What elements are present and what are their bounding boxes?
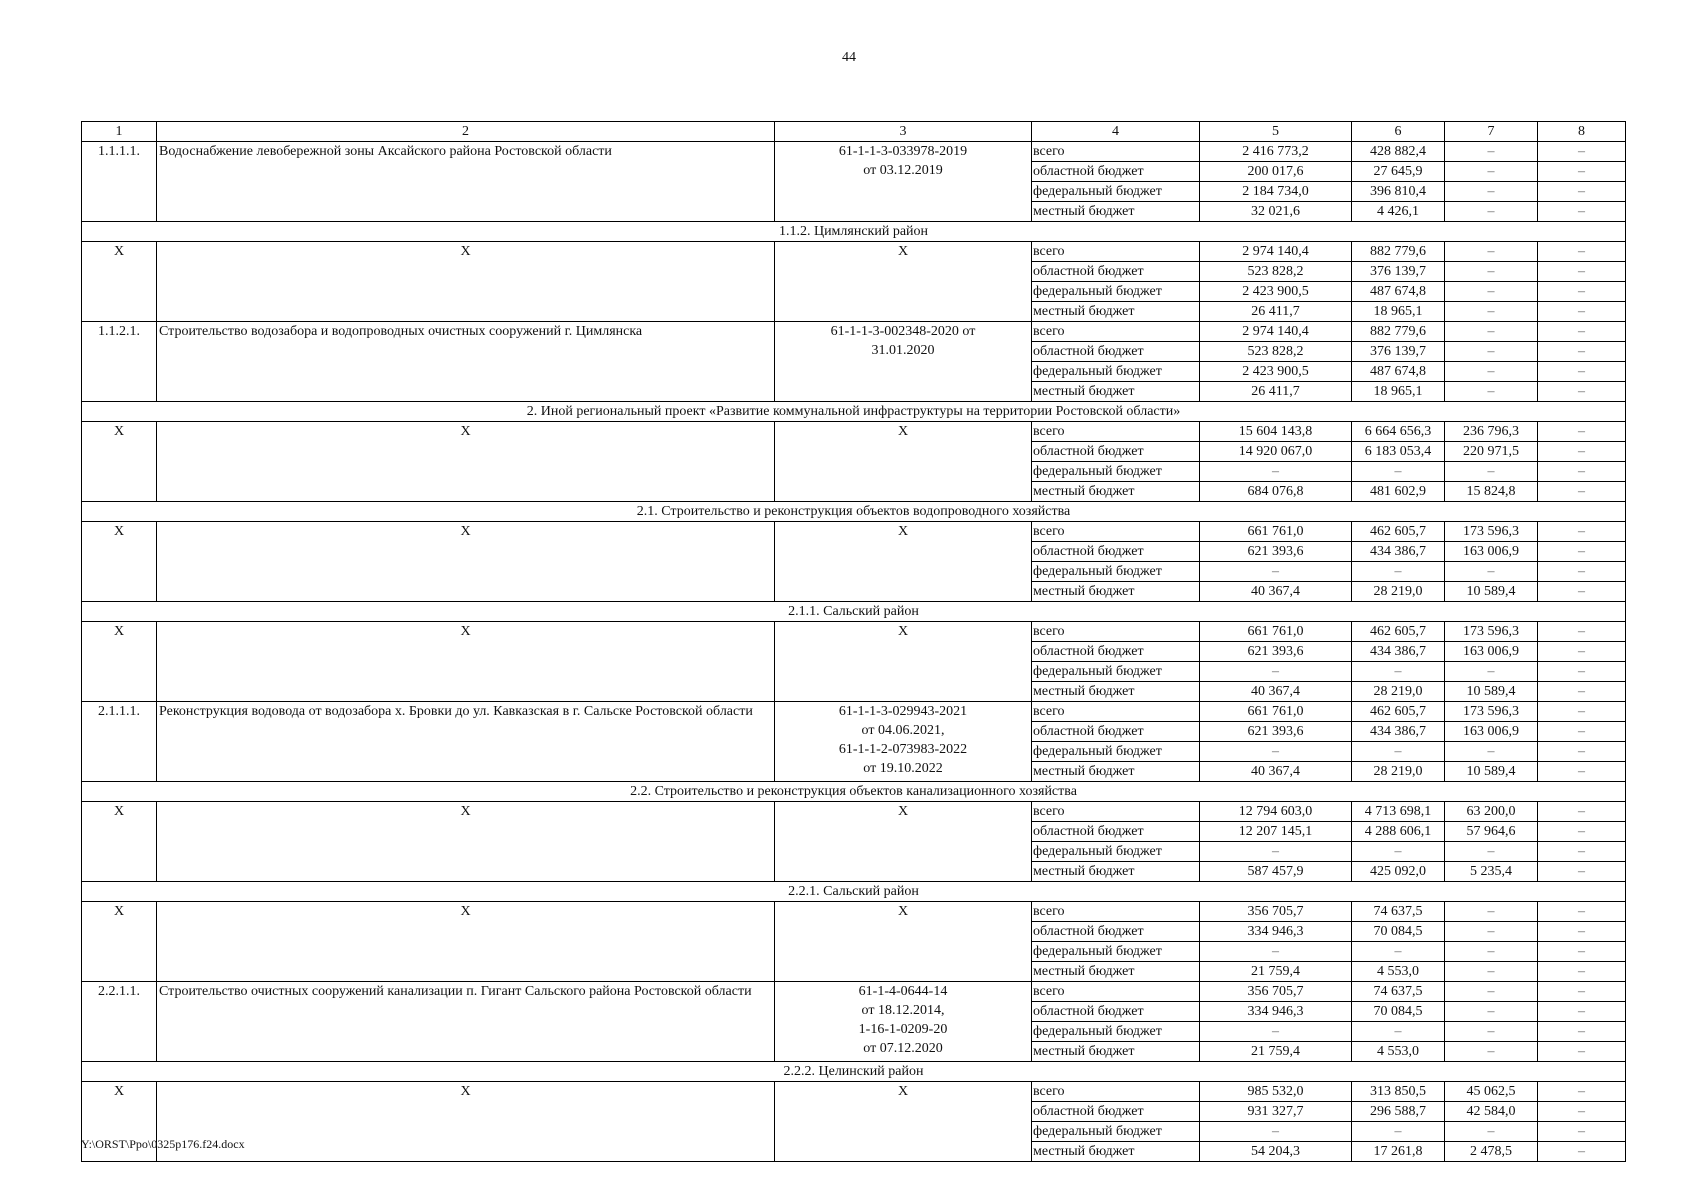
amount-cell: 684 076,8 (1200, 482, 1352, 502)
amount-cell: – (1538, 1002, 1626, 1022)
funding-source: всего (1032, 322, 1200, 342)
item-name: Строительство водозабора и водопроводных очистных сооружений г. Цимлянска (157, 322, 775, 402)
amount-cell: – (1445, 662, 1538, 682)
funding-source: всего (1032, 622, 1200, 642)
amount-cell: – (1445, 842, 1538, 862)
amount-cell: – (1538, 142, 1626, 162)
item-document: X (775, 902, 1032, 982)
funding-source: областной бюджет (1032, 922, 1200, 942)
amount-cell: – (1352, 842, 1445, 862)
amount-cell: 523 828,2 (1200, 262, 1352, 282)
funding-source: областной бюджет (1032, 442, 1200, 462)
amount-cell: 428 882,4 (1352, 142, 1445, 162)
amount-cell: – (1445, 342, 1538, 362)
amount-cell: 40 367,4 (1200, 582, 1352, 602)
amount-cell: 220 971,5 (1445, 442, 1538, 462)
amount-cell: 2 184 734,0 (1200, 182, 1352, 202)
amount-cell: – (1445, 902, 1538, 922)
section-title: 2.2.1. Сальский район (82, 882, 1626, 902)
funding-source: всего (1032, 142, 1200, 162)
amount-cell: – (1538, 442, 1626, 462)
amount-cell: 4 553,0 (1352, 1042, 1445, 1062)
item-number: X (82, 522, 157, 602)
amount-cell: 5 235,4 (1445, 862, 1538, 882)
funding-source: областной бюджет (1032, 162, 1200, 182)
amount-cell: – (1538, 762, 1626, 782)
amount-cell: 28 219,0 (1352, 682, 1445, 702)
funding-source: федеральный бюджет (1032, 662, 1200, 682)
amount-cell: – (1445, 302, 1538, 322)
funding-source: федеральный бюджет (1032, 1022, 1200, 1042)
amount-cell: – (1538, 422, 1626, 442)
amount-cell: – (1200, 942, 1352, 962)
amount-cell: 12 207 145,1 (1200, 822, 1352, 842)
funding-source: местный бюджет (1032, 1042, 1200, 1062)
amount-cell: 163 006,9 (1445, 722, 1538, 742)
item-name: X (157, 902, 775, 982)
amount-cell: – (1445, 382, 1538, 402)
amount-cell: 523 828,2 (1200, 342, 1352, 362)
amount-cell: 63 200,0 (1445, 802, 1538, 822)
amount-cell: – (1538, 342, 1626, 362)
item-number: X (82, 422, 157, 502)
amount-cell: – (1445, 922, 1538, 942)
item-number: 1.1.1.1. (82, 142, 157, 222)
funding-source: местный бюджет (1032, 582, 1200, 602)
table-row (82, 522, 1626, 542)
funding-source: местный бюджет (1032, 302, 1200, 322)
amount-cell: – (1538, 1082, 1626, 1102)
amount-cell: 6 183 053,4 (1352, 442, 1445, 462)
section-title: 2. Иной региональный проект «Развитие коммунальной инфраструктуры на территории Ростовской области» (82, 402, 1626, 422)
amount-cell: – (1352, 1022, 1445, 1042)
amount-cell: 4 553,0 (1352, 962, 1445, 982)
funding-source: областной бюджет (1032, 262, 1200, 282)
amount-cell: – (1445, 142, 1538, 162)
amount-cell: – (1445, 742, 1538, 762)
amount-cell: 21 759,4 (1200, 962, 1352, 982)
funding-source: всего (1032, 702, 1200, 722)
table-row (82, 322, 1626, 342)
amount-cell: 32 021,6 (1200, 202, 1352, 222)
funding-source: всего (1032, 242, 1200, 262)
item-number: X (82, 1082, 157, 1162)
amount-cell: – (1445, 462, 1538, 482)
table-row (82, 142, 1626, 162)
funding-source: всего (1032, 422, 1200, 442)
amount-cell: 661 761,0 (1200, 622, 1352, 642)
amount-cell: 163 006,9 (1445, 542, 1538, 562)
amount-cell: – (1445, 982, 1538, 1002)
amount-cell: – (1538, 702, 1626, 722)
amount-cell: – (1538, 822, 1626, 842)
item-name: Водоснабжение левобережной зоны Аксайского района Ростовской области (157, 142, 775, 222)
amount-cell: 2 423 900,5 (1200, 362, 1352, 382)
amount-cell: – (1352, 462, 1445, 482)
amount-cell: 6 664 656,3 (1352, 422, 1445, 442)
amount-cell: – (1538, 1102, 1626, 1122)
amount-cell: 621 393,6 (1200, 642, 1352, 662)
amount-cell: – (1538, 742, 1626, 762)
amount-cell: 17 261,8 (1352, 1142, 1445, 1162)
amount-cell: 621 393,6 (1200, 722, 1352, 742)
amount-cell: 14 920 067,0 (1200, 442, 1352, 462)
amount-cell: 200 017,6 (1200, 162, 1352, 182)
amount-cell: – (1445, 322, 1538, 342)
item-document: X (775, 422, 1032, 502)
amount-cell: 2 416 773,2 (1200, 142, 1352, 162)
section-row (82, 602, 1626, 622)
item-document: 61-1-1-3-033978-2019 от 03.12.2019 (775, 142, 1032, 222)
item-document: X (775, 622, 1032, 702)
funding-source: местный бюджет (1032, 762, 1200, 782)
amount-cell: 163 006,9 (1445, 642, 1538, 662)
amount-cell: 487 674,8 (1352, 282, 1445, 302)
amount-cell: 376 139,7 (1352, 262, 1445, 282)
item-number: 2.2.1.1. (82, 982, 157, 1062)
amount-cell: – (1538, 722, 1626, 742)
amount-cell: 15 604 143,8 (1200, 422, 1352, 442)
amount-cell: – (1445, 162, 1538, 182)
funding-source: местный бюджет (1032, 682, 1200, 702)
amount-cell: – (1538, 542, 1626, 562)
section-title: 2.1.1. Сальский район (82, 602, 1626, 622)
item-name: Строительство очистных сооружений канализации п. Гигант Сальского района Ростовской области (157, 982, 775, 1062)
amount-cell: – (1445, 562, 1538, 582)
funding-source: федеральный бюджет (1032, 362, 1200, 382)
amount-cell: – (1200, 1022, 1352, 1042)
amount-cell: – (1445, 962, 1538, 982)
amount-cell: – (1538, 302, 1626, 322)
amount-cell: 462 605,7 (1352, 702, 1445, 722)
amount-cell: 434 386,7 (1352, 542, 1445, 562)
amount-cell: – (1538, 802, 1626, 822)
amount-cell: 12 794 603,0 (1200, 802, 1352, 822)
amount-cell: – (1538, 1042, 1626, 1062)
funding-source: всего (1032, 902, 1200, 922)
item-name: X (157, 242, 775, 322)
amount-cell: 54 204,3 (1200, 1142, 1352, 1162)
funding-source: федеральный бюджет (1032, 1122, 1200, 1142)
funding-source: областной бюджет (1032, 542, 1200, 562)
funding-source: областной бюджет (1032, 1002, 1200, 1022)
amount-cell: 462 605,7 (1352, 522, 1445, 542)
amount-cell: – (1445, 282, 1538, 302)
amount-cell: – (1538, 1122, 1626, 1142)
amount-cell: – (1200, 562, 1352, 582)
amount-cell: – (1445, 362, 1538, 382)
amount-cell: – (1200, 742, 1352, 762)
funding-source: всего (1032, 802, 1200, 822)
item-name: X (157, 1082, 775, 1162)
amount-cell: 2 423 900,5 (1200, 282, 1352, 302)
amount-cell: – (1538, 1142, 1626, 1162)
header-cell: 4 (1032, 122, 1200, 142)
amount-cell: 10 589,4 (1445, 582, 1538, 602)
amount-cell: – (1538, 622, 1626, 642)
amount-cell: – (1445, 242, 1538, 262)
item-name: Реконструкция водовода от водозабора х. Бровки до ул. Кавказская в г. Сальске Ростовской области (157, 702, 775, 782)
header-row (82, 122, 1626, 142)
amount-cell: 10 589,4 (1445, 682, 1538, 702)
amount-cell: – (1538, 842, 1626, 862)
file-path-footer: Y:\ORST\Ppo\0325p176.f24.docx (81, 1137, 245, 1151)
header-cell: 2 (157, 122, 775, 142)
funding-source: областной бюджет (1032, 722, 1200, 742)
amount-cell: – (1538, 382, 1626, 402)
funding-source: всего (1032, 1082, 1200, 1102)
item-number: 1.1.2.1. (82, 322, 157, 402)
table-row (82, 802, 1626, 822)
amount-cell: 21 759,4 (1200, 1042, 1352, 1062)
table-row (82, 702, 1626, 722)
funding-source: федеральный бюджет (1032, 942, 1200, 962)
item-number: X (82, 242, 157, 322)
amount-cell: 27 645,9 (1352, 162, 1445, 182)
amount-cell: 985 532,0 (1200, 1082, 1352, 1102)
amount-cell: – (1445, 202, 1538, 222)
amount-cell: 587 457,9 (1200, 862, 1352, 882)
amount-cell: 18 965,1 (1352, 382, 1445, 402)
amount-cell: – (1538, 562, 1626, 582)
table-row (82, 622, 1626, 642)
header-cell: 7 (1445, 122, 1538, 142)
amount-cell: 173 596,3 (1445, 622, 1538, 642)
amount-cell: – (1538, 942, 1626, 962)
item-document: X (775, 802, 1032, 882)
item-document: 61-1-1-3-002348-2020 от 31.01.2020 (775, 322, 1032, 402)
amount-cell: – (1538, 202, 1626, 222)
amount-cell: 356 705,7 (1200, 982, 1352, 1002)
funding-source: областной бюджет (1032, 1102, 1200, 1122)
amount-cell: 26 411,7 (1200, 302, 1352, 322)
funding-source: местный бюджет (1032, 482, 1200, 502)
funding-source: местный бюджет (1032, 862, 1200, 882)
amount-cell: 70 084,5 (1352, 922, 1445, 942)
amount-cell: – (1538, 522, 1626, 542)
amount-cell: 2 478,5 (1445, 1142, 1538, 1162)
item-name: X (157, 802, 775, 882)
amount-cell: 42 584,0 (1445, 1102, 1538, 1122)
item-number: X (82, 802, 157, 882)
amount-cell: 28 219,0 (1352, 582, 1445, 602)
amount-cell: – (1352, 562, 1445, 582)
section-row (82, 402, 1626, 422)
amount-cell: – (1352, 742, 1445, 762)
funding-source: местный бюджет (1032, 962, 1200, 982)
amount-cell: – (1538, 162, 1626, 182)
funding-source: областной бюджет (1032, 642, 1200, 662)
item-document: 61-1-4-0644-14 от 18.12.2014, 1-16-1-0209-20 от 07.12.2020 (775, 982, 1032, 1062)
item-name: X (157, 622, 775, 702)
amount-cell: – (1445, 1042, 1538, 1062)
table-row (82, 422, 1626, 442)
section-row (82, 782, 1626, 802)
amount-cell: 334 946,3 (1200, 1002, 1352, 1022)
amount-cell: 4 713 698,1 (1352, 802, 1445, 822)
funding-source: всего (1032, 522, 1200, 542)
amount-cell: 882 779,6 (1352, 242, 1445, 262)
section-row (82, 1062, 1626, 1082)
item-name: X (157, 422, 775, 502)
section-title: 1.1.2. Цимлянский район (82, 222, 1626, 242)
amount-cell: 425 092,0 (1352, 862, 1445, 882)
amount-cell: 434 386,7 (1352, 642, 1445, 662)
amount-cell: 434 386,7 (1352, 722, 1445, 742)
amount-cell: 356 705,7 (1200, 902, 1352, 922)
header-cell: 8 (1538, 122, 1626, 142)
amount-cell: 487 674,8 (1352, 362, 1445, 382)
section-title: 2.1. Строительство и реконструкция объектов водопроводного хозяйства (82, 502, 1626, 522)
amount-cell: – (1538, 862, 1626, 882)
amount-cell: 40 367,4 (1200, 682, 1352, 702)
amount-cell: – (1538, 182, 1626, 202)
amount-cell: 396 810,4 (1352, 182, 1445, 202)
amount-cell: 40 367,4 (1200, 762, 1352, 782)
amount-cell: – (1538, 242, 1626, 262)
amount-cell: 4 288 606,1 (1352, 822, 1445, 842)
funding-source: областной бюджет (1032, 822, 1200, 842)
amount-cell: – (1445, 262, 1538, 282)
amount-cell: – (1200, 842, 1352, 862)
section-row (82, 502, 1626, 522)
item-document: X (775, 522, 1032, 602)
item-document: X (775, 1082, 1032, 1162)
amount-cell: – (1538, 482, 1626, 502)
item-name: X (157, 522, 775, 602)
amount-cell: – (1352, 942, 1445, 962)
amount-cell: – (1538, 1022, 1626, 1042)
amount-cell: 376 139,7 (1352, 342, 1445, 362)
amount-cell: – (1538, 662, 1626, 682)
section-row (82, 222, 1626, 242)
funding-source: федеральный бюджет (1032, 462, 1200, 482)
funding-source: федеральный бюджет (1032, 562, 1200, 582)
item-document: 61-1-1-3-029943-2021 от 04.06.2021, 61-1-1-2-073983-2022 от 19.10.2022 (775, 702, 1032, 782)
amount-cell: – (1538, 962, 1626, 982)
amount-cell: 882 779,6 (1352, 322, 1445, 342)
table-row (82, 1082, 1626, 1102)
amount-cell: 931 327,7 (1200, 1102, 1352, 1122)
amount-cell: 15 824,8 (1445, 482, 1538, 502)
amount-cell: – (1538, 322, 1626, 342)
amount-cell: 296 588,7 (1352, 1102, 1445, 1122)
amount-cell: – (1445, 942, 1538, 962)
budget-table (81, 121, 1626, 1162)
section-title: 2.2. Строительство и реконструкция объектов канализационного хозяйства (82, 782, 1626, 802)
amount-cell: – (1200, 662, 1352, 682)
header-cell: 1 (82, 122, 157, 142)
amount-cell: – (1445, 1022, 1538, 1042)
amount-cell: 334 946,3 (1200, 922, 1352, 942)
amount-cell: – (1445, 1002, 1538, 1022)
funding-source: федеральный бюджет (1032, 842, 1200, 862)
amount-cell: 70 084,5 (1352, 1002, 1445, 1022)
amount-cell: – (1538, 362, 1626, 382)
amount-cell: 57 964,6 (1445, 822, 1538, 842)
amount-cell: – (1538, 922, 1626, 942)
amount-cell: 45 062,5 (1445, 1082, 1538, 1102)
amount-cell: 4 426,1 (1352, 202, 1445, 222)
funding-source: местный бюджет (1032, 202, 1200, 222)
amount-cell: – (1538, 462, 1626, 482)
amount-cell: – (1538, 282, 1626, 302)
funding-source: федеральный бюджет (1032, 282, 1200, 302)
funding-source: всего (1032, 982, 1200, 1002)
amount-cell: 621 393,6 (1200, 542, 1352, 562)
item-document: X (775, 242, 1032, 322)
amount-cell: – (1352, 1122, 1445, 1142)
table-row (82, 982, 1626, 1002)
amount-cell: 173 596,3 (1445, 702, 1538, 722)
amount-cell: 74 637,5 (1352, 902, 1445, 922)
amount-cell: 236 796,3 (1445, 422, 1538, 442)
item-number: 2.1.1.1. (82, 702, 157, 782)
amount-cell: 313 850,5 (1352, 1082, 1445, 1102)
amount-cell: 26 411,7 (1200, 382, 1352, 402)
funding-source: федеральный бюджет (1032, 182, 1200, 202)
amount-cell: – (1538, 982, 1626, 1002)
amount-cell: 173 596,3 (1445, 522, 1538, 542)
header-cell: 3 (775, 122, 1032, 142)
table-row (82, 902, 1626, 922)
amount-cell: 74 637,5 (1352, 982, 1445, 1002)
amount-cell: – (1200, 462, 1352, 482)
amount-cell: 2 974 140,4 (1200, 242, 1352, 262)
funding-source: местный бюджет (1032, 382, 1200, 402)
funding-source: федеральный бюджет (1032, 742, 1200, 762)
page-number: 44 (842, 50, 856, 65)
amount-cell: – (1538, 902, 1626, 922)
table-row (82, 242, 1626, 262)
amount-cell: – (1200, 1122, 1352, 1142)
item-number: X (82, 902, 157, 982)
amount-cell: 28 219,0 (1352, 762, 1445, 782)
amount-cell: 661 761,0 (1200, 702, 1352, 722)
amount-cell: – (1352, 662, 1445, 682)
amount-cell: – (1445, 1122, 1538, 1142)
funding-source: местный бюджет (1032, 1142, 1200, 1162)
amount-cell: 462 605,7 (1352, 622, 1445, 642)
amount-cell: 661 761,0 (1200, 522, 1352, 542)
funding-source: областной бюджет (1032, 342, 1200, 362)
section-row (82, 882, 1626, 902)
amount-cell: 2 974 140,4 (1200, 322, 1352, 342)
amount-cell: – (1445, 182, 1538, 202)
amount-cell: – (1538, 642, 1626, 662)
item-number: X (82, 622, 157, 702)
amount-cell: 481 602,9 (1352, 482, 1445, 502)
amount-cell: – (1538, 682, 1626, 702)
amount-cell: – (1538, 582, 1626, 602)
amount-cell: – (1538, 262, 1626, 282)
section-title: 2.2.2. Целинский район (82, 1062, 1626, 1082)
amount-cell: 18 965,1 (1352, 302, 1445, 322)
amount-cell: 10 589,4 (1445, 762, 1538, 782)
header-cell: 6 (1352, 122, 1445, 142)
header-cell: 5 (1200, 122, 1352, 142)
